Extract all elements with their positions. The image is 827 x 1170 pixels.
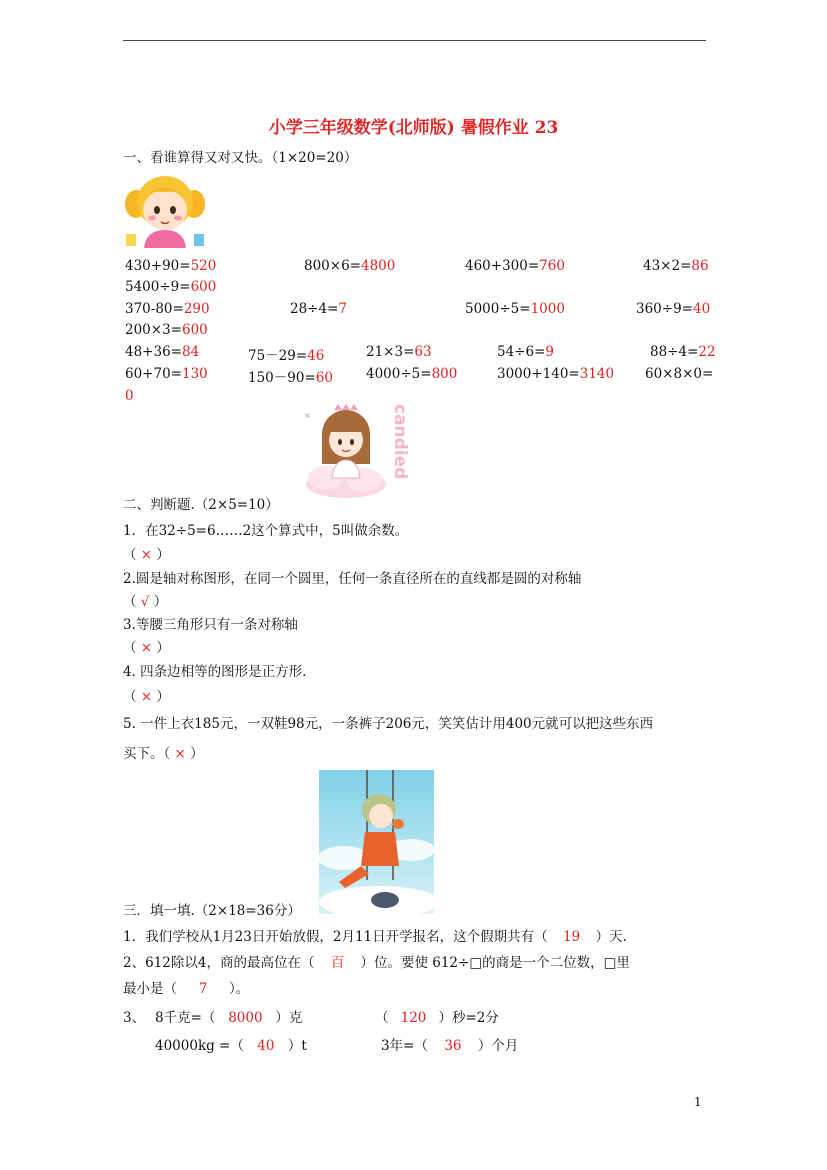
calc-item: 60×8×0= xyxy=(645,366,714,382)
judge-item-3: 3.等腰三角形只有一条对称轴 xyxy=(123,617,298,633)
fill-answer: 40 xyxy=(257,1038,275,1054)
fill-answer: 百 xyxy=(330,955,345,971)
fill-question-2: 2、612除以4，商的最高位在（ 百 ）位。要使 612÷□的商是一个二位数，□里 xyxy=(123,951,630,971)
judge-answer-5: 买下。（ × ） xyxy=(123,746,204,762)
judge-item-4: 4. 四条边相等的图形是正方形. xyxy=(123,664,307,680)
calc-item: 21×3=63 xyxy=(366,344,432,360)
fill-answer: 8000 xyxy=(228,1010,263,1026)
calc-item: 54÷6=9 xyxy=(497,344,554,360)
fill-answer: 120 xyxy=(400,1010,427,1026)
fill-question-3d: 3年=（ 36 ）个月 xyxy=(381,1038,519,1054)
fill-answer: 19 xyxy=(563,929,581,945)
section2-heading: 二、判断题.（2×5=10） xyxy=(123,497,279,513)
page-number: 1 xyxy=(694,1095,702,1109)
calc-item: 4000÷5=800 xyxy=(366,366,458,382)
calc-item: 60+70=130 xyxy=(125,366,208,382)
calc-item: 88÷4=22 xyxy=(650,344,716,360)
calc-item: 5000÷5=1000 xyxy=(465,301,565,317)
calc-item: 370-80=290 xyxy=(125,301,210,317)
fill-answer: 36 xyxy=(444,1038,462,1054)
calc-item: 5400÷9=600 xyxy=(125,279,217,295)
section3-heading: 三．填一填.（2×18=36分） xyxy=(123,903,301,919)
fill-question-3-label: 3、 xyxy=(123,1010,146,1026)
calc-item: 150－90=60 xyxy=(248,370,333,386)
calc-item: 360÷9=40 xyxy=(636,301,711,317)
fill-question-3c: 40000kg =（ 40 ）t xyxy=(155,1038,307,1054)
fill-question-3a: 8千克=（ 8000 ）克 xyxy=(155,1010,303,1026)
cartoon-girl-illustration xyxy=(124,172,206,248)
judge-item-1: 1．在32÷5=6……2这个算式中，5叫做余数。 xyxy=(123,523,409,539)
fill-question-1: 1．我们学校从1月23日开始放假，2月11日开学报名，这个假期共有（ 19 ）天. xyxy=(123,929,627,945)
calc-item: 430+90=520 xyxy=(125,258,217,274)
calc-item: 200×3=600 xyxy=(125,322,208,338)
judge-item-5: 5. 一件上衣185元，一双鞋98元，一条裤子206元，笑笑估计用400元就可以把这些东西 xyxy=(123,716,654,732)
section1-heading: 一、看谁算得又对又快。（1×20=20） xyxy=(123,150,358,166)
judge-answer-3: （ × ） xyxy=(123,640,170,656)
fill-answer: 7 xyxy=(198,981,208,997)
page-title: 小学三年级数学(北师版) 暑假作业 23 xyxy=(268,118,559,138)
judge-item-2: 2.圆是轴对称图形，在同一个圆里，任何一条直径所在的直线都是圆的对称轴 xyxy=(123,571,582,587)
girl-on-swing-illustration xyxy=(319,770,434,914)
calc-item: 75－29=46 xyxy=(248,348,325,364)
calc-item: 0 xyxy=(125,388,134,404)
fill-question-3b: （ 120 ）秒=2分 xyxy=(375,1010,499,1026)
candied-watermark: candied xyxy=(390,404,410,480)
fill-question-2-line2: 最小是（ 7 ）。 xyxy=(123,981,250,997)
header-rule xyxy=(123,40,706,41)
girl-on-cloud-illustration xyxy=(298,402,403,502)
calc-item: 460+300=760 xyxy=(465,258,565,274)
calc-item: 800×6=4800 xyxy=(304,258,396,274)
judge-answer-2: （ √ ） xyxy=(123,594,168,610)
judge-answer-1: （ × ） xyxy=(123,547,170,563)
calc-item: 3000+140=3140 xyxy=(497,366,615,382)
judge-answer-4: （ × ） xyxy=(123,689,170,705)
calc-item: 43×2=86 xyxy=(643,258,709,274)
calc-item: 28÷4=7 xyxy=(290,301,347,317)
calc-item: 48+36=84 xyxy=(125,344,200,360)
svg-text:×: × xyxy=(304,411,311,420)
